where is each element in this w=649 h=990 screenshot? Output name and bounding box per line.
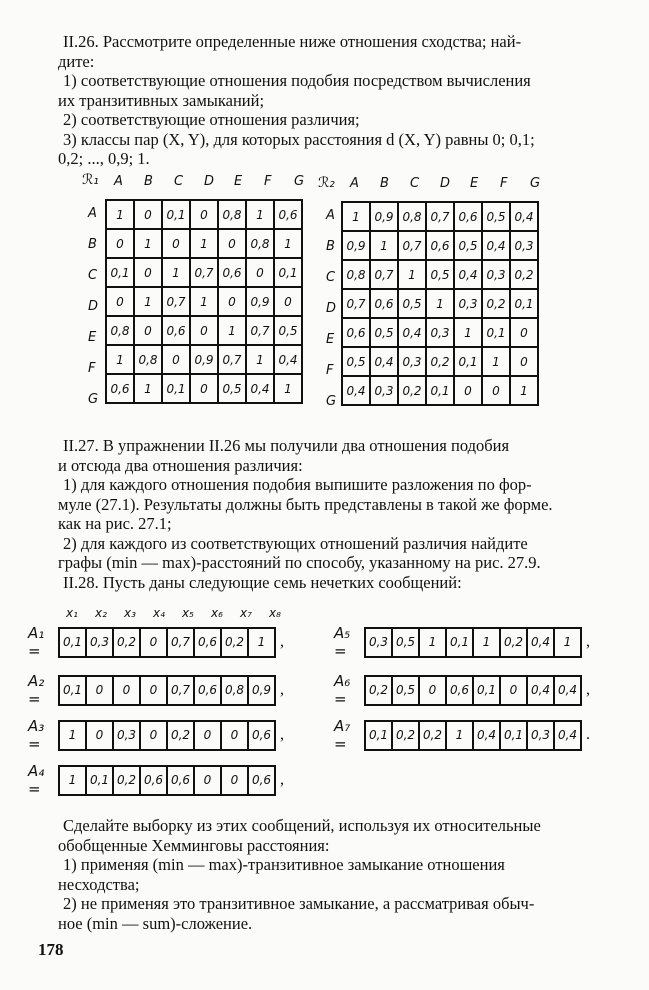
- message-row: [365, 628, 581, 657]
- row-header: C: [88, 268, 98, 283]
- message-cell: 0,2: [221, 628, 248, 657]
- column-header: E: [234, 174, 243, 189]
- x-header: x₈: [269, 606, 281, 620]
- message-cell: 0,1: [59, 676, 86, 705]
- matrix-cell: 0,7: [162, 287, 190, 316]
- matrix-cell: 0,4: [510, 202, 538, 231]
- matrix-cell: 0: [482, 376, 510, 405]
- matrix-cell: 0: [134, 258, 162, 287]
- message-cell: 0,3: [86, 628, 113, 657]
- message-cell: 0,6: [248, 721, 275, 750]
- text-line: 1) применяя (min — max)-транзитивное замыкание отношения: [63, 855, 505, 874]
- x-header: x₄: [153, 606, 165, 620]
- column-header: F: [264, 174, 272, 189]
- matrix-cell: 0,4: [246, 374, 274, 403]
- message-row: [59, 721, 275, 750]
- matrix-cell: 0,3: [398, 347, 426, 376]
- relation-r1-matrix: [105, 199, 303, 404]
- matrix-cell: 0,4: [482, 231, 510, 260]
- message-cell: 0,7: [167, 628, 194, 657]
- row-header: F: [88, 361, 96, 376]
- message-punctuation: ,: [586, 681, 590, 698]
- message-cell: 0,3: [365, 628, 392, 657]
- message-cell: 0,6: [248, 766, 275, 795]
- matrix-cell: 1: [370, 231, 398, 260]
- matrix-cell: 0,5: [482, 202, 510, 231]
- matrix-cell: 0,8: [106, 316, 134, 345]
- matrix-cell: 0,6: [342, 318, 370, 347]
- matrix-cell: 1: [246, 200, 274, 229]
- x-header: x₃: [124, 606, 136, 620]
- message-label: A₂ =: [28, 672, 45, 708]
- matrix-cell: 0,1: [482, 318, 510, 347]
- message-row: [59, 676, 275, 705]
- matrix-cell: 0,6: [370, 289, 398, 318]
- message-cell: 0,1: [473, 676, 500, 705]
- matrix-cell: 0,3: [482, 260, 510, 289]
- column-header: G: [294, 174, 305, 189]
- matrix-row: [106, 287, 302, 316]
- exercise-26-text: [58, 32, 604, 169]
- x-header: x₁: [66, 606, 78, 620]
- matrix-cell: 0: [106, 287, 134, 316]
- matrix-cell: 1: [398, 260, 426, 289]
- matrix-cell: 1: [274, 229, 302, 258]
- text-line: ное (min — sum)-сложение.: [58, 913, 253, 933]
- x-header: x₂: [95, 606, 107, 620]
- message-cell: 1: [59, 766, 86, 795]
- matrix-cell: 0,2: [510, 260, 538, 289]
- matrix-cell: 0,9: [342, 231, 370, 260]
- fuzzy-message: [28, 624, 284, 660]
- matrix-cell: 0,7: [190, 258, 218, 287]
- matrix-cell: 0,4: [398, 318, 426, 347]
- matrix-cell: 0,7: [426, 202, 454, 231]
- message-label: A₁ =: [28, 624, 45, 660]
- matrix-cell: 0: [134, 316, 162, 345]
- matrix-row: [342, 260, 538, 289]
- row-header: D: [88, 299, 99, 314]
- matrix-cell: 0,3: [454, 289, 482, 318]
- matrix-cell: 0: [134, 200, 162, 229]
- row-header: D: [326, 301, 337, 316]
- text-line: и отсюда два отношения различия:: [58, 455, 303, 475]
- message-cell: 0,4: [473, 721, 500, 750]
- text-line: 2) соответствующие отношения различия;: [63, 110, 360, 129]
- matrix-cell: 1: [190, 229, 218, 258]
- matrix-cell: 0: [162, 345, 190, 374]
- matrix-cell: 0: [218, 229, 246, 258]
- matrix-cell: 0: [510, 318, 538, 347]
- matrix-cell: 1: [426, 289, 454, 318]
- matrix-cell: 0,7: [342, 289, 370, 318]
- matrix-cell: 0: [274, 287, 302, 316]
- matrix-cell: 0,7: [398, 231, 426, 260]
- fuzzy-message: [334, 672, 590, 708]
- message-cell: 1: [446, 721, 473, 750]
- matrix-cell: 0: [106, 229, 134, 258]
- matrix-row: [106, 374, 302, 403]
- text-line: их транзитивных замыканий;: [58, 90, 265, 110]
- matrix-cell: 0,6: [162, 316, 190, 345]
- row-header: A: [88, 206, 97, 221]
- message-cell: 0,2: [365, 676, 392, 705]
- matrix-cell: 0,1: [274, 258, 302, 287]
- matrix-cell: 0,2: [426, 347, 454, 376]
- message-cell: 0: [140, 628, 167, 657]
- matrix-cell: 0,5: [370, 318, 398, 347]
- matrix-cell: 1: [218, 316, 246, 345]
- text-line: графы (min — max)-расстояний по способу, указанному на рис. 27.9.: [58, 553, 541, 572]
- matrix-cell: 0,5: [342, 347, 370, 376]
- message-cell: 0: [194, 766, 221, 795]
- column-header: D: [440, 176, 451, 191]
- fuzzy-message: [334, 717, 590, 753]
- row-header: G: [88, 392, 99, 407]
- matrix-cell: 0,5: [274, 316, 302, 345]
- matrix-cell: 0,4: [454, 260, 482, 289]
- matrix-row: [106, 258, 302, 287]
- column-header: B: [144, 174, 153, 189]
- exercise-27-text: [58, 436, 604, 592]
- message-label: A₅ =: [334, 624, 351, 660]
- text-line: Сделайте выборку из этих сообщений, используя их относительные: [63, 816, 541, 835]
- exercise-28-intro: II.28. Пусть даны следующие семь нечетких сообщений:: [63, 572, 462, 592]
- matrix-row: [342, 318, 538, 347]
- message-cell: 0,6: [194, 676, 221, 705]
- matrix-row: [106, 229, 302, 258]
- message-cell: 0: [221, 766, 248, 795]
- message-cell: 0,3: [527, 721, 554, 750]
- matrix-cell: 0,9: [246, 287, 274, 316]
- text-line: 0,2; ..., 0,9; 1.: [58, 149, 150, 168]
- column-header: C: [174, 174, 184, 189]
- row-header: G: [326, 394, 337, 409]
- message-cell: 0: [113, 676, 140, 705]
- message-cell: 0,6: [194, 628, 221, 657]
- matrix-cell: 0: [246, 258, 274, 287]
- message-cell: 0,2: [500, 628, 527, 657]
- message-cell: 0,8: [221, 676, 248, 705]
- matrix-cell: 0: [162, 229, 190, 258]
- matrix-cell: 0,5: [426, 260, 454, 289]
- column-header: E: [470, 176, 479, 191]
- matrix-row: [342, 202, 538, 231]
- message-cell: 0,2: [419, 721, 446, 750]
- message-cell: 0,1: [500, 721, 527, 750]
- matrix-cell: 1: [510, 376, 538, 405]
- closing-text: [58, 816, 604, 933]
- matrix-cell: 0,3: [370, 376, 398, 405]
- matrix-cell: 0: [190, 316, 218, 345]
- message-label: A₇ =: [334, 717, 351, 753]
- matrix-cell: 0: [190, 200, 218, 229]
- row-header: B: [326, 239, 335, 254]
- message-punctuation: ,: [280, 681, 284, 698]
- message-cell: 1: [248, 628, 275, 657]
- matrix-cell: 0,9: [190, 345, 218, 374]
- row-header: E: [88, 330, 97, 345]
- matrix-cell: 0,5: [454, 231, 482, 260]
- message-cell: 0,6: [446, 676, 473, 705]
- matrix-cell: 1: [134, 287, 162, 316]
- message-cell: 0,6: [167, 766, 194, 795]
- message-label: A₆ =: [334, 672, 351, 708]
- page-number: 178: [38, 940, 64, 959]
- matrix-cell: 0,4: [370, 347, 398, 376]
- message-punctuation: ,: [280, 771, 284, 788]
- message-cell: 0,2: [113, 766, 140, 795]
- matrix-cell: 1: [134, 229, 162, 258]
- matrix-cell: 0: [190, 374, 218, 403]
- text-line: несходства;: [58, 874, 140, 894]
- column-header: G: [530, 176, 541, 191]
- message-cell: 0,1: [59, 628, 86, 657]
- message-cell: 0,1: [365, 721, 392, 750]
- matrix-cell: 1: [106, 345, 134, 374]
- text-line: дите:: [58, 51, 95, 71]
- matrix-cell: 1: [454, 318, 482, 347]
- message-cell: 0,6: [140, 766, 167, 795]
- matrix-row: [342, 376, 538, 405]
- message-punctuation: .: [586, 726, 590, 743]
- message-row: [365, 721, 581, 750]
- matrix-row: [342, 231, 538, 260]
- column-header: F: [500, 176, 508, 191]
- column-header: D: [204, 174, 215, 189]
- text-line: 2) не применяя это транзитивное замыкание, а рассматривая обыч-: [63, 894, 535, 913]
- message-cell: 0,2: [392, 721, 419, 750]
- row-header: E: [326, 332, 335, 347]
- matrix-cell: 0,4: [274, 345, 302, 374]
- x-header: x₇: [240, 606, 252, 620]
- text-line: 3) классы пар (X, Y), для которых расстояния d (X, Y) равны 0; 0,1;: [63, 129, 535, 149]
- message-cell: 0,5: [392, 628, 419, 657]
- matrix-cell: 0,1: [426, 376, 454, 405]
- matrix-cell: 1: [190, 287, 218, 316]
- relation-r2-matrix: [341, 201, 539, 406]
- message-cell: 0,1: [86, 766, 113, 795]
- message-punctuation: ,: [586, 633, 590, 650]
- x-header: x₅: [182, 606, 194, 620]
- matrix-cell: 1: [246, 345, 274, 374]
- message-cell: 0,4: [527, 628, 554, 657]
- fuzzy-message: [28, 762, 284, 798]
- matrix-cell: 0,5: [218, 374, 246, 403]
- matrix-cell: 1: [482, 347, 510, 376]
- message-cell: 0: [140, 676, 167, 705]
- text-line: обобщенные Хемминговы расстояния:: [58, 835, 330, 855]
- matrix-cell: 0,6: [426, 231, 454, 260]
- matrix-cell: 0,8: [246, 229, 274, 258]
- message-label: A₃ =: [28, 717, 45, 753]
- matrix-cell: 0,8: [218, 200, 246, 229]
- matrix-cell: 1: [106, 200, 134, 229]
- message-cell: 0: [194, 721, 221, 750]
- message-cell: 0,4: [554, 676, 581, 705]
- matrix-cell: 0,3: [426, 318, 454, 347]
- matrix-cell: 0,7: [218, 345, 246, 374]
- text-line: II.26. Рассмотрите определенные ниже отношения сходства; най-: [63, 32, 522, 51]
- message-punctuation: ,: [280, 633, 284, 650]
- matrix-cell: 0,9: [370, 202, 398, 231]
- matrix-cell: 0,2: [398, 376, 426, 405]
- matrix-row: [342, 289, 538, 318]
- text-line: как на рис. 27.1;: [58, 514, 172, 533]
- message-cell: 0,9: [248, 676, 275, 705]
- message-cell: 0,4: [554, 721, 581, 750]
- column-header: B: [380, 176, 389, 191]
- matrix-cell: 0: [454, 376, 482, 405]
- column-header: C: [410, 176, 420, 191]
- matrix-cell: 0,4: [342, 376, 370, 405]
- matrix-cell: 0,1: [162, 200, 190, 229]
- matrix-cell: 0,1: [162, 374, 190, 403]
- matrix-cell: 0,6: [454, 202, 482, 231]
- row-header: F: [326, 363, 334, 378]
- message-cell: 0,3: [113, 721, 140, 750]
- matrix-cell: 0: [218, 287, 246, 316]
- matrix-cell: 0,6: [218, 258, 246, 287]
- matrix-cell: 1: [162, 258, 190, 287]
- matrix-cell: 1: [134, 374, 162, 403]
- fuzzy-message: [334, 624, 590, 660]
- matrix-row: [342, 347, 538, 376]
- message-cell: 0,4: [527, 676, 554, 705]
- relation-r2-name: ℛ₂: [318, 175, 335, 191]
- message-cell: 0,7: [167, 676, 194, 705]
- matrix-cell: 0,5: [398, 289, 426, 318]
- matrix-cell: 0,8: [342, 260, 370, 289]
- matrix-cell: 1: [274, 374, 302, 403]
- matrix-cell: 0,8: [134, 345, 162, 374]
- message-cell: 0: [86, 721, 113, 750]
- matrix-cell: 0,1: [454, 347, 482, 376]
- fuzzy-message: [28, 717, 284, 753]
- message-cell: 1: [554, 628, 581, 657]
- matrix-cell: 0,7: [246, 316, 274, 345]
- message-cell: 1: [59, 721, 86, 750]
- text-line: II.27. В упражнении II.26 мы получили два отношения подобия: [63, 436, 510, 455]
- matrix-cell: 0,6: [106, 374, 134, 403]
- row-header: B: [88, 237, 97, 252]
- text-line: 2) для каждого из соответствующих отношений различия найдите: [63, 533, 528, 553]
- message-row: [59, 766, 275, 795]
- fuzzy-message: [28, 672, 284, 708]
- message-cell: 1: [419, 628, 446, 657]
- message-row: [365, 676, 581, 705]
- matrix-cell: 0,3: [510, 231, 538, 260]
- text-line: 1) соответствующие отношения подобия посредством вычисления: [63, 71, 531, 90]
- message-label: A₄ =: [28, 762, 45, 798]
- text-line: 1) для каждого отношения подобия выпишите разложения по фор-: [63, 475, 532, 494]
- matrix-cell: 0,2: [482, 289, 510, 318]
- column-header: A: [114, 174, 123, 189]
- matrix-cell: 1: [342, 202, 370, 231]
- message-cell: 1: [473, 628, 500, 657]
- row-header: C: [326, 270, 336, 285]
- matrix-cell: 0,7: [370, 260, 398, 289]
- matrix-cell: 0: [510, 347, 538, 376]
- matrix-cell: 0,1: [510, 289, 538, 318]
- message-cell: 0: [500, 676, 527, 705]
- message-cell: 0,1: [446, 628, 473, 657]
- matrix-row: [106, 345, 302, 374]
- message-cell: 0,5: [392, 676, 419, 705]
- x-header: x₆: [211, 606, 223, 620]
- matrix-cell: 0,6: [274, 200, 302, 229]
- message-punctuation: ,: [280, 726, 284, 743]
- message-row: [59, 628, 275, 657]
- matrix-row: [106, 200, 302, 229]
- message-cell: 0: [86, 676, 113, 705]
- message-cell: 0,2: [113, 628, 140, 657]
- column-header: A: [350, 176, 359, 191]
- matrix-row: [106, 316, 302, 345]
- message-cell: 0: [221, 721, 248, 750]
- message-cell: 0: [140, 721, 167, 750]
- matrix-cell: 0,1: [106, 258, 134, 287]
- message-cell: 0: [419, 676, 446, 705]
- message-cell: 0,2: [167, 721, 194, 750]
- relation-r1-name: ℛ₁: [82, 172, 99, 188]
- text-line: муле (27.1). Результаты должны быть представлены в такой же форме.: [58, 494, 553, 514]
- matrix-cell: 0,8: [398, 202, 426, 231]
- row-header: A: [326, 208, 335, 223]
